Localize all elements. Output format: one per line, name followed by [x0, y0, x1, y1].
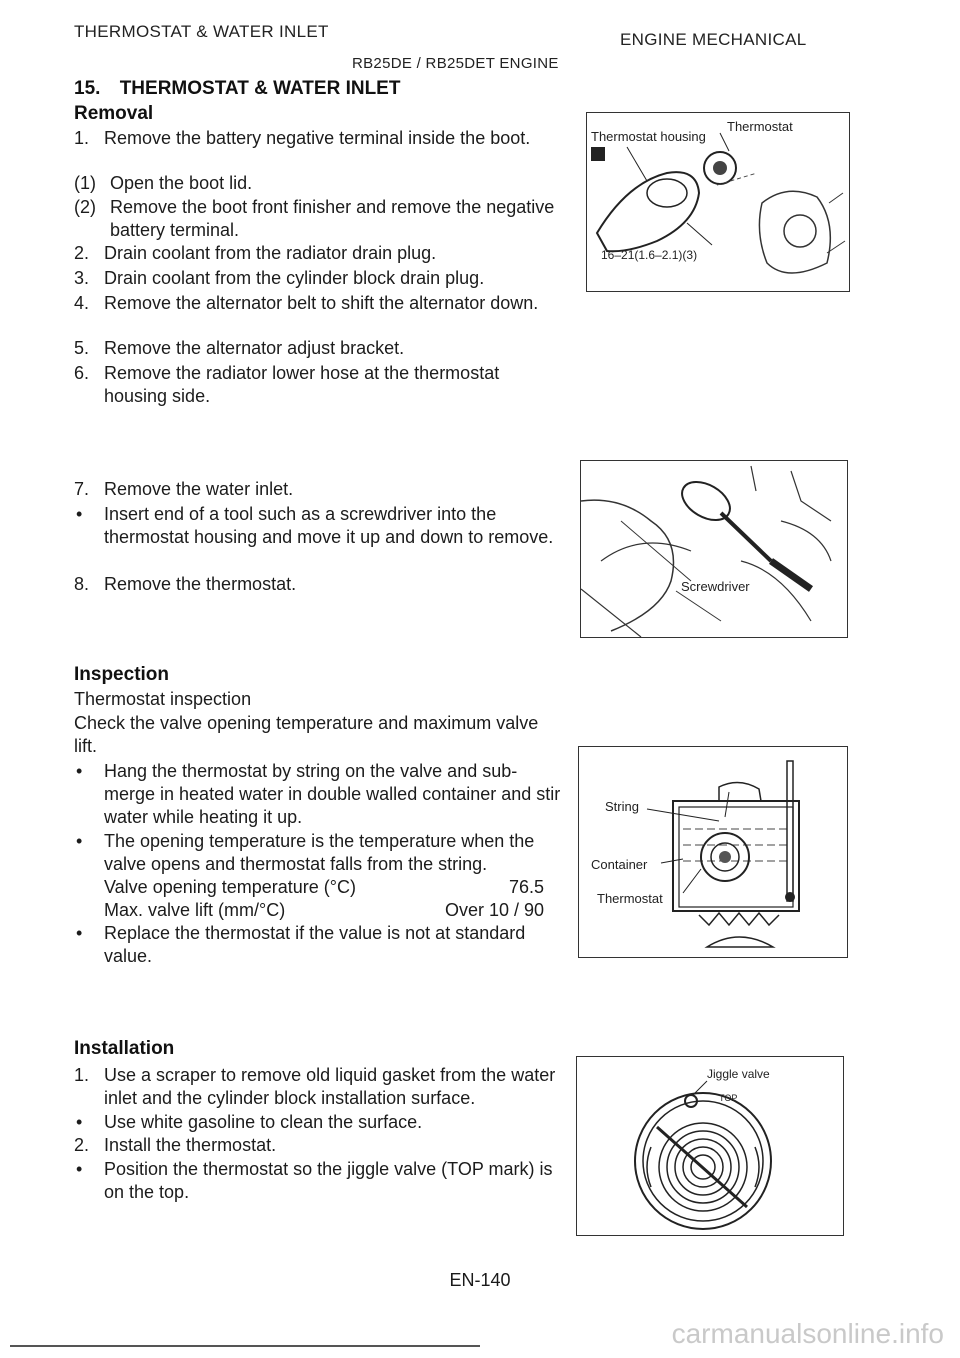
step-item: [74, 292, 562, 315]
removal-heading: Removal: [74, 103, 154, 124]
step-number: 5.: [74, 338, 90, 358]
spec-value: Over 10 / 90: [444, 900, 544, 920]
step-text: Use a scraper to remove old liquid gasket from the water inlet and the cylinder block installation surface.: [104, 1065, 556, 1108]
step-number: (1): [74, 173, 96, 193]
step-number: 8.: [74, 574, 90, 594]
step-number: 4.: [74, 293, 90, 313]
step-item: [74, 337, 562, 360]
step-number: (2): [74, 197, 96, 217]
step-number: •: [76, 504, 83, 524]
step-text: Use white gasoline to clean the surface.: [104, 1112, 423, 1132]
step-item: [74, 242, 562, 265]
figure-jiggle-valve: [576, 1056, 844, 1236]
step-number: 6.: [74, 363, 90, 383]
inspection-heading: Inspection: [74, 664, 170, 685]
step-number: •: [76, 761, 83, 781]
step-text: Remove the boot front finisher and remove the negative battery terminal.: [110, 197, 555, 240]
step-item: [74, 478, 562, 501]
header-right: ENGINE MECHANICAL: [620, 30, 807, 49]
step-text: Remove the thermostat.: [104, 574, 297, 594]
spec-label: Valve opening temperature (°C): [104, 877, 356, 897]
step-item: [74, 127, 562, 150]
step-number: 2.: [74, 1135, 90, 1155]
step-item: [74, 362, 562, 408]
step-item: [74, 1111, 562, 1134]
label-thermostat: Thermostat: [727, 119, 793, 134]
section-title-text: THERMOSTAT & WATER INLET: [119, 78, 401, 99]
spec-row: [104, 899, 544, 922]
step-text: Hang the thermostat by string on the valve and sub-merge in heated water in double walled container and stir water while heating it up.: [104, 761, 561, 827]
installation-heading: Installation: [74, 1038, 175, 1059]
step-text: Remove the radiator lower hose at the thermostat housing side.: [104, 363, 500, 406]
spec-value: 76.5: [508, 877, 544, 897]
bullet-marker: •: [76, 923, 83, 943]
step-number: •: [76, 1112, 83, 1132]
step-number: •: [76, 1159, 83, 1179]
header-left: THERMOSTAT & WATER INLET: [74, 22, 329, 41]
figure-thermostat-housing: [586, 112, 850, 292]
step-text: The opening temperature is the temperature when the valve opens and thermostat falls from the string.: [104, 831, 535, 874]
spec-label: Max. valve lift (mm/°C): [104, 900, 286, 920]
step-number: 1.: [74, 1065, 90, 1085]
inspection-intro: Check the valve opening temperature and maximum valve lift.: [74, 713, 539, 756]
step-number: 1.: [74, 128, 90, 148]
inspection-last-bullet: [74, 922, 562, 968]
step-item: [74, 1134, 562, 1157]
step-text: Open the boot lid.: [110, 173, 253, 193]
footer-rule: [10, 1345, 480, 1347]
page-number: EN-140: [449, 1270, 511, 1290]
step-number: 2.: [74, 243, 90, 263]
screwdriver-drawing: [581, 461, 847, 637]
step-item: [74, 573, 562, 596]
step-text: Remove the water inlet.: [104, 479, 294, 499]
thermostat-test-drawing: [579, 747, 847, 957]
watermark: carmanualsonline.info: [671, 1318, 944, 1349]
step-number: 3.: [74, 268, 90, 288]
label-container: Container: [591, 857, 648, 872]
spec-row: [104, 876, 544, 899]
step-item: [74, 1158, 562, 1204]
step-text: Position the thermostat so the jiggle valve (TOP mark) is on the top.: [104, 1159, 553, 1202]
step-text: Drain coolant from the cylinder block drain plug.: [104, 268, 485, 288]
step-text: Insert end of a tool such as a screwdriver into the thermostat housing and move it up and down to remove.: [104, 504, 554, 547]
header-sub: RB25DE / RB25DET ENGINE: [352, 55, 559, 72]
step-text: Drain coolant from the radiator drain plug.: [104, 243, 437, 263]
label-jiggle-valve: Jiggle valve: [707, 1067, 770, 1081]
step-text: Remove the battery negative terminal inside the boot.: [104, 128, 531, 148]
label-string: String: [605, 799, 639, 814]
step-text: Install the thermostat.: [104, 1135, 277, 1155]
label-top-mark: TOP: [719, 1093, 738, 1103]
step-item: [74, 196, 562, 242]
inspection-subheading: Thermostat inspection: [74, 689, 252, 709]
label-thermostat-test: Thermostat: [597, 891, 663, 906]
step-item: [74, 503, 562, 549]
step-text: Remove the alternator belt to shift the alternator down.: [104, 293, 539, 313]
figure-screwdriver: [580, 460, 848, 638]
label-screwdriver: Screwdriver: [681, 579, 750, 594]
step-number: •: [76, 831, 83, 851]
step-item: [74, 172, 562, 195]
step-item: [74, 1064, 562, 1110]
jiggle-valve-drawing: [577, 1057, 843, 1235]
label-thermostat-housing: Thermostat housing: [591, 129, 706, 144]
step-text: Remove the alternator adjust bracket.: [104, 338, 405, 358]
step-item: [74, 830, 562, 876]
bullet-text: Replace the thermostat if the value is not at standard value.: [104, 923, 526, 966]
step-number: 7.: [74, 479, 90, 499]
figure-thermostat-test: [578, 746, 848, 958]
step-item: [74, 760, 562, 829]
section-title: [74, 78, 400, 100]
label-torque: 16–21(1.6–2.1)(3): [601, 248, 698, 262]
step-item: [74, 267, 562, 290]
section-number: 15.: [74, 78, 101, 99]
